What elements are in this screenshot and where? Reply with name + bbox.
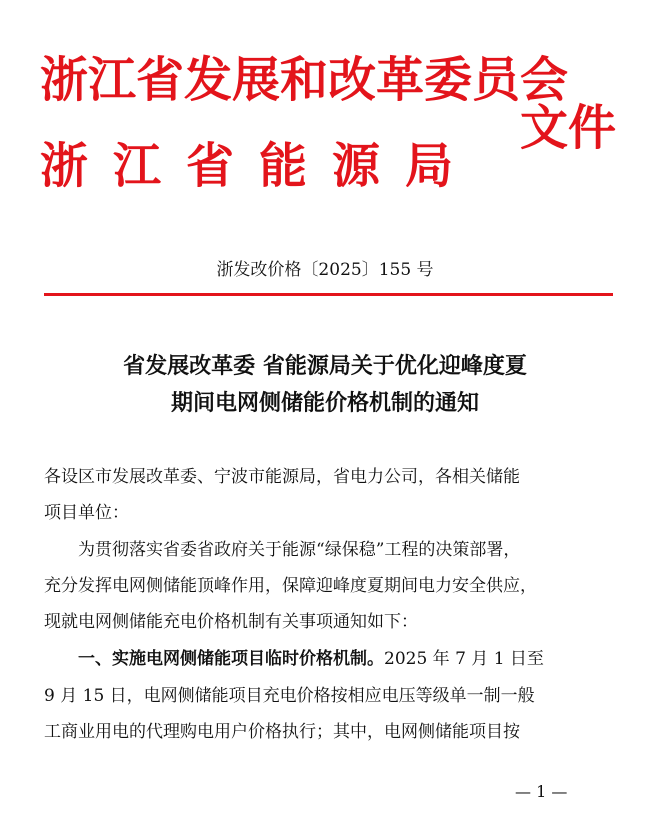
issuing-org-line1: 浙江省发展和改革委员会 — [40, 52, 569, 108]
intro-line1: 为贯彻落实省委省政府关于能源“绿保稳”工程的决策部署， — [44, 540, 521, 560]
section1-line1 — [44, 647, 610, 671]
section1-heading: 一、实施电网侧储能项目临时价格机制。 — [44, 649, 384, 669]
page-number: — 1 — — [515, 782, 568, 801]
section1-line2: 9 月 15 日，电网侧储能项目充电价格按相应电压等级单一制一般 — [44, 686, 535, 706]
section1-date-range: 2025 年 7 月 1 日至 — [384, 649, 544, 669]
intro-line2: 充分发挥电网侧储能顶峰作用，保障迎峰度夏期间电力安全供应， — [44, 576, 537, 596]
red-separator-line — [44, 293, 613, 296]
notice-title-line1: 省发展改革委 省能源局关于优化迎峰度夏 — [123, 353, 527, 379]
recipients-line1: 各设区市发展改革委、宁波市能源局，省电力公司，各相关储能 — [44, 467, 520, 487]
document-word: 文件 — [520, 100, 617, 156]
notice-title-line2: 期间电网侧储能价格机制的通知 — [170, 390, 479, 416]
section1-line3: 工商业用电的代理购电用户价格执行；其中，电网侧储能项目按 — [44, 722, 520, 742]
document-number: 浙发改价格〔2025〕155 号 — [216, 260, 434, 280]
issuing-org-line2: 浙江省能源局 — [40, 138, 479, 194]
intro-line3: 现就电网侧储能充电价格机制有关事项通知如下： — [44, 612, 418, 632]
recipients-line2: 项目单位： — [44, 503, 129, 523]
